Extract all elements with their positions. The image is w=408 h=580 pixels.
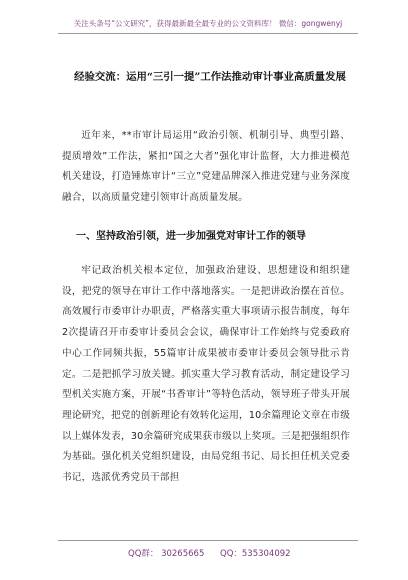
intro-paragraph: 近年来，**市审计局运用“政治引领、机制引导、典型引路、提质增效”工作法，紧扣“国之大者”强化审计监督，大力推进模范机关建设，打造锤炼审计“三立”党建品牌深入推进党建与业务深度融合，以高质量党建引领审计高质量发展。: [62, 130, 350, 204]
section-heading: 一、坚持政治引领，进一步加强党对审计工作的领导: [76, 231, 306, 242]
header-divider: [58, 33, 358, 34]
header-banner: 关注头条号“公文研究”，获得最新最全最专业的公文资料库！ 微信：gongwenyj: [73, 19, 343, 28]
section-body-paragraph: 牢记政治机关根本定位，加强政治建设、思想建设和组织建设，把党的领导在审计工作中落地落实。一是把讲政治摆在首位。高效履行市委审计办职责，严格落实重大事项请示报告制度，每年2次提请召开市委审计委员会会议，确保审计工作始终与党委政府中心工作同频共振，55篇审计成果被市委审计委员会领导批示肯定。二是把抓学习放关键。抓实重大学习教育活动，制定建设学习型机关实施方案，开展“书香审计”等特色活动，领导班子带头开展理论研究，把党的创新理论有效转化运用，10余篇理论文章在市级以上媒体发表，30余篇研究成果获市级以上奖项。三是把强组织作为基础。强化机关党组织建设，由局党组书记、局长担任机关党委书记，选派优秀党员干部担: [62, 265, 350, 484]
footer-qq-group: QQ群： 30265665: [128, 549, 205, 559]
document-title: 经验交流：运用“三引一提”工作法推动审计事业高质量发展: [74, 71, 346, 83]
footer-qq: QQ：535304092: [220, 549, 291, 559]
footer-divider: [58, 540, 358, 541]
